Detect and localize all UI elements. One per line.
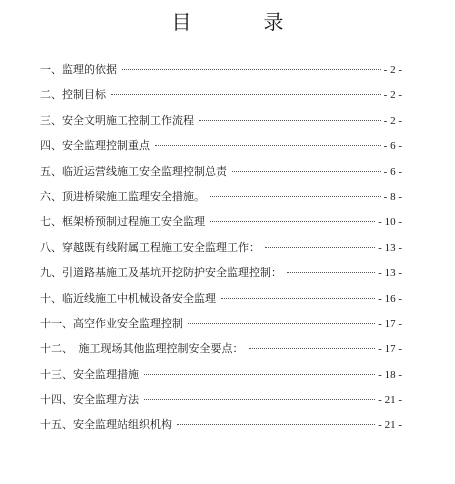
toc-entry[interactable] (40, 159, 402, 184)
toc-entry[interactable] (40, 184, 402, 209)
toc-entry-page: - 13 - (378, 267, 402, 280)
toc-entry[interactable] (40, 57, 402, 82)
toc-dot-leader (287, 272, 375, 273)
toc-entry[interactable] (40, 412, 402, 437)
toc-entry-page: - 13 - (378, 241, 402, 254)
toc-entry-page: - 8 - (383, 190, 402, 203)
toc-entry-label: 五、临近运营线施工安全监理控制总责 (40, 164, 227, 178)
toc-entry-page: - 21 - (378, 394, 402, 407)
toc-entry-label: 八、穿越既有线附属工程施工安全监理工作： (40, 240, 260, 254)
toc-entry-label: 十四、安全监理方法 (40, 393, 139, 407)
toc-entry-page: - 21 - (378, 419, 402, 432)
toc-dot-leader (177, 424, 375, 425)
toc-dot-leader (265, 247, 375, 248)
toc-entry[interactable] (40, 311, 402, 336)
toc-entry-page: - 17 - (378, 317, 402, 330)
toc-entry[interactable] (40, 108, 402, 133)
toc-dot-leader (188, 323, 375, 324)
toc-entry[interactable] (40, 133, 402, 158)
toc-entry-label: 十三、安全监理措施 (40, 367, 139, 381)
toc-entry-label: 一、监理的依据 (40, 63, 117, 76)
toc-dot-leader (144, 374, 375, 375)
toc-dot-leader (199, 120, 381, 121)
toc-entry-label: 十一、高空作业安全监理控制 (40, 316, 183, 330)
toc-dot-leader (232, 171, 381, 172)
toc-entry-label: 十五、安全监理站组织机构 (40, 418, 172, 432)
toc-entry[interactable] (40, 82, 402, 107)
toc-entry[interactable] (40, 387, 402, 412)
toc-list (40, 57, 402, 438)
toc-entry-page: - 17 - (378, 343, 402, 356)
toc-dot-leader (155, 145, 381, 146)
toc-entry-page: - 16 - (378, 292, 402, 305)
toc-entry-page: - 2 - (383, 89, 402, 102)
toc-entry[interactable] (40, 209, 402, 234)
toc-entry[interactable] (40, 362, 402, 387)
toc-dot-leader (221, 298, 375, 299)
toc-entry-page: - 6 - (383, 165, 402, 178)
toc-title: 目 录 (171, 10, 310, 34)
toc-entry-page: - 2 - (383, 114, 402, 127)
toc-dot-leader (144, 399, 375, 400)
toc-entry-label: 九、引道路基施工及基坑开挖防护安全监理控制： (40, 266, 282, 280)
toc-entry-label: 六、顶进桥梁施工监理安全措施。 (40, 189, 205, 203)
toc-entry-label: 四、安全监理控制重点 (40, 139, 150, 153)
toc-entry[interactable] (40, 260, 402, 285)
toc-entry-label: 十、临近线施工中机械设备安全监理 (40, 291, 216, 305)
toc-entry[interactable] (40, 286, 402, 311)
toc-dot-leader (210, 221, 375, 222)
toc-entry-label: 二、控制目标 (40, 88, 106, 102)
toc-dot-leader (111, 94, 381, 95)
toc-entry-label: 十二、 施工现场其他监理控制安全要点： (40, 342, 244, 356)
toc-entry[interactable] (40, 336, 402, 361)
toc-entry-page: - 18 - (378, 368, 402, 381)
toc-dot-leader (249, 348, 376, 349)
toc-entry-page: - 10 - (378, 216, 402, 229)
toc-dot-leader (122, 69, 381, 70)
toc-dot-leader (210, 196, 381, 197)
toc-entry-label: 三、安全文明施工控制工作流程 (40, 113, 194, 127)
toc-entry-page: - 6 - (383, 140, 402, 153)
toc-entry-label: 七、框架桥预制过程施工安全监理 (40, 215, 205, 229)
toc-entry-page: - 2 - (383, 64, 402, 76)
toc-entry[interactable] (40, 235, 402, 260)
